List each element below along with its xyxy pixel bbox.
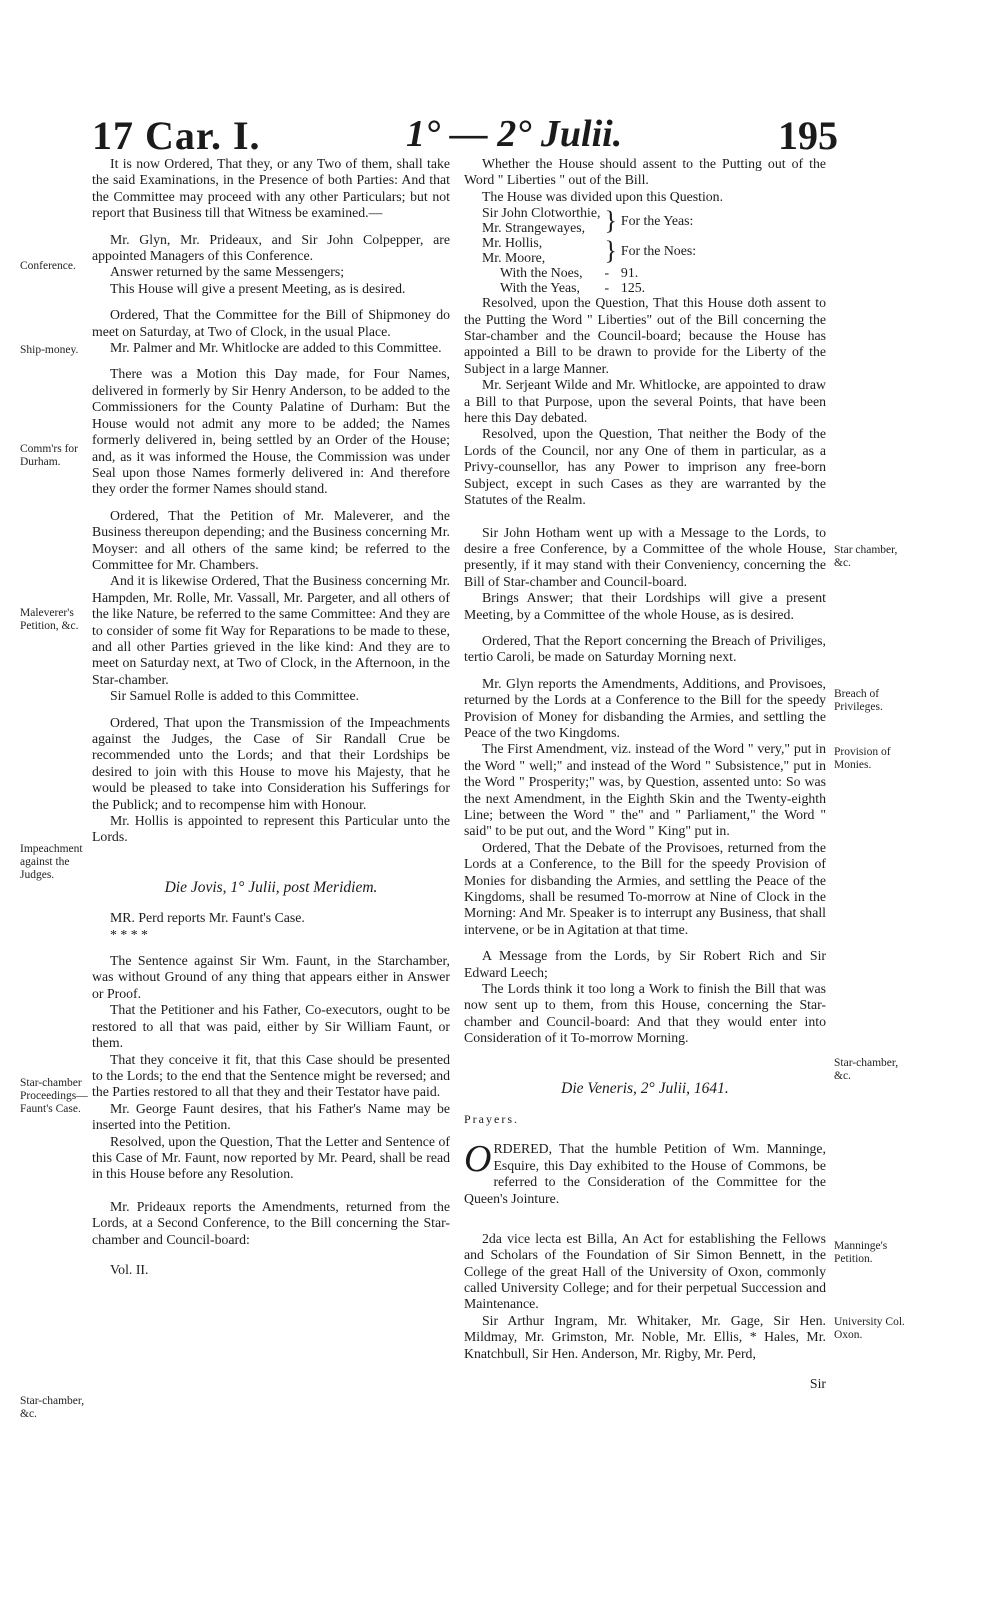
paragraph: Ordered, That the Report concerning the Breach of Priviliges, tertio Caroli, be made on Saturday Morning next. [464,632,826,665]
noes-label: For the Noes: [620,242,697,258]
brace-icon: } [604,205,617,235]
paragraph: Resolved, upon the Question, That this House doth assent to the Putting the Word " Liberties" out of the Bill concerning the Star-chamber and the Council-board; because the House has appointed a Bill to be drawn to provide for the Liberty of the Subject in a large Manner. [464,295,826,376]
paragraph: That they conceive it fit, that this Case should be presented to the Lords; to the end that the Sentence might be reversed; and the Parties restored to all that they and their Testator have paid. [92,1051,450,1100]
margin-note: Manninge's Petition. [834,1240,888,1265]
running-head-date: 1° — 2° Julii. [406,113,623,155]
yeas-label: For the Yeas: [620,212,694,228]
paragraph: Sir Samuel Rolle is added to this Committee. [110,688,360,704]
margin-note: Star-chamber, &c. [20,1395,85,1420]
omission-stars: * * * * [110,926,148,942]
paragraph-text: RDERED, That the humble Petition of Wm. Manninge, Esquire, this Day exhibited to the House of Commons, be referred to the Consideration of the Committee for the Queen's Jointure. [464,1141,826,1206]
paragraph: Brings Answer; that their Lordships will give a present Meeting, by a Committee of the whole House, as is desired. [464,590,826,622]
yeas-count: 125. [620,280,646,296]
paragraph: That the Petitioner and his Father, Co-executors, ought to be restored to all that was paid, either by Sir William Faunt, or them. [92,1002,450,1051]
noes-count: 91. [620,265,639,281]
page-number: 195 [778,113,838,158]
paragraph: The Lords think it too long a Work to finish the Bill that was now sent up to them, from this House, concerning the Star-chamber and Council-board: And that they would enter into Consideration of it To-morrow Morning. [464,981,826,1046]
teller-name: Mr. Hollis, [482,235,543,251]
dash: - [604,280,610,296]
noes-row: With the Noes, [500,265,583,281]
dash: - [604,265,610,281]
paragraph: Mr. Glyn reports the Amendments, Additions, and Provisoes, returned by the Lords at a Conference to the Bill for the speedy Provision of Money for disbanding the Armies, and settling the Peace of the two Kingdoms. [464,675,826,740]
margin-note: Ship-money. [20,344,79,356]
paragraph: A Message from the Lords, by Sir Robert Rich and Sir Edward Leech; [464,948,826,980]
brace-icon: } [604,235,617,265]
paragraph: There was a Motion this Day made, for Four Names, delivered in formerly by Sir Henry Anderson, to be added to the Commissioners for the County Palatine of Durham: But the House would not admit any more to be added; the Names formerly delivered in, being settled by an Order of the House; and, as it was informed the House, the Commission was under Seal upon those Names formerly delivered in: And therefore they order the former Names should stand. [92,366,450,497]
paragraph: Whether the House should assent to the Putting out of the Word " Liberties " out of the Bill. [464,156,826,188]
margin-note: Conference. [20,260,76,272]
left-column [92,156,450,1292]
day-heading: Die Jovis, 1° Julii, post Meridiem. [164,878,378,896]
margin-note: University Col. Oxon. [834,1316,905,1341]
paragraph: MR. Perd reports Mr. Faunt's Case. [110,910,305,926]
drop-cap: O [464,1138,492,1181]
paragraph: Resolved, upon the Question, That neither the Body of the Lords of the Council, nor any One of them in particular, as a Privy-counsellor, has any Power to imprison any free-born Subject, except in such Cases as they are warranted by the Statutes of the Realm. [464,426,826,508]
paragraph: This House will give a present Meeting, as is desired. [110,280,406,296]
teller-name: Mr. Strangewayes, [482,220,586,236]
paragraph: Sir Arthur Ingram, Mr. Whitaker, Mr. Gage, Sir Hen. Mildmay, Mr. Grimston, Mr. Noble, Mr. Ellis, * Hales, Mr. Knatchbull, Sir Hen. Anderson, Mr. Rigby, Mr. Perd, [464,1312,826,1361]
paragraph: It is now Ordered, That they, or any Two of them, shall take the said Examinations, in the Presence of both Parties: And that the Committee may proceed with any other Particulars; but not report that Business till that Witness be examined.— [92,156,450,221]
yeas-row: With the Yeas, [500,280,580,296]
volume-signature: Vol. II. [110,1261,149,1277]
margin-note: Comm'rs for Durham. [20,443,78,468]
paragraph: The Sentence against Sir Wm. Faunt, in the Starchamber, was without Ground of any thing that appears either in Answer or Proof. [92,953,450,1001]
right-column [464,156,826,1406]
margin-note: Star-chamber, &c. [834,1057,899,1082]
paragraph: Sir John Hotham went up with a Message to the Lords, to desire a free Conference, by a Committee of the whole House, presently, if it may stand with their Conveniency, concerning the Bill of Star-chamber and Council-board. [464,524,826,589]
margin-note: Provision of Monies. [834,746,891,771]
teller-name: Sir John Clotworthie, [482,205,601,221]
paragraph: Answer returned by the same Messengers; [110,264,345,280]
paragraph: Ordered, That the Debate of the Provisoes, returned from the Lords at a Conference, to the Bill for the speedy Provision of Monies for disbanding the Armies, and settling the Peace of the Kingdoms, shall be resumed To-morrow at Nine of Clock in the Morning: And Mr. Speaker is to interrupt any Business, that shall intervene, or be in Agitation at that time. [464,839,826,937]
paragraph: Ordered, That the Petition of Mr. Maleverer, and the Business thereupon depending; and the Business concerning Mr. Moyser: and all others of the same kind; be referred to the Committee for Mr. Chambers. [92,507,450,572]
paragraph [464,1138,826,1207]
paragraph: Mr. Glyn, Mr. Prideaux, and Sir John Colpepper, are appointed Managers of this Conference. [92,231,450,264]
margin-note: Breach of Privileges. [834,688,883,713]
teller-name: Mr. Moore, [482,250,546,266]
catchword: Sir [809,1375,826,1391]
paragraph: The House was divided upon this Question. [482,188,724,204]
paragraph: The First Amendment, viz. instead of the Word " very," put in the Word " well;" and instead of the Word " Subsistence," put in the Word " Prosperity;" was, by Question, assented unto: So was the next Amendment, in the Eighth Skin and the Twenty-eighth Line; between the Word " the" and " Parliament," the Word " said" to be put out, and the Word " King" put in. [464,741,826,839]
running-head-left: 17 Car. I. [92,113,261,158]
paragraph: Mr. Prideaux reports the Amendments, returned from the Lords, at a Second Conference, to the Bill concerning the Star-chamber and Council-board: [92,1198,450,1247]
margin-note: Maleverer's Petition, &c. [20,607,79,632]
paragraph: Ordered, That the Committee for the Bill of Shipmoney do meet on Saturday, at Two of Clock, in the usual Place. [92,307,450,339]
margin-note: Impeachment against the Judges. [20,843,83,881]
paragraph: Mr. Hollis is appointed to represent this Particular unto the Lords. [92,813,450,845]
day-heading: Die Veneris, 2° Julii, 1641. [561,1079,729,1097]
paragraph: And it is likewise Ordered, That the Business concerning Mr. Hampden, Mr. Rolle, Mr. Vassall, Mr. Pargeter, and all others of the like Nature, be referred to the same Committee: And they are to consider of some fit Way for Reparations to be made to these, and all other Parties grieved in the like kind: And they are to meet on Saturday next, at Two of Clock, in the Afternoon, in the Star-chamber. [92,573,450,687]
paragraph: Mr. Palmer and Mr. Whitlocke are added to this Committee. [110,340,442,356]
margin-note: Star-chamber Proceedings— Faunt's Case. [20,1077,88,1115]
paragraph: Ordered, That upon the Transmission of the Impeachments against the Judges, the Case of Sir Randall Crue be recommended unto the Lords; and that their Lordships be desired to join with this House to move his Majesty, that he would be pleased to take into Consideration his Sufferings for the Publick; and to recompense him with Honour. [92,714,450,812]
paragraph: Resolved, upon the Question, That the Letter and Sentence of this Case of Mr. Faunt, now reported by Mr. Peard, shall be read in this House before any Resolution. [92,1133,450,1182]
paragraph: Mr. George Faunt desires, that his Father's Name may be inserted into the Petition. [92,1100,450,1133]
prayers-heading: Prayers. [464,1112,519,1127]
paragraph: 2da vice lecta est Billa, An Act for establishing the Fellows and Scholars of the Foundation of Sir Simon Bennett, in the College of the great Hall of the University of Oxon, commonly called University College; and for their perpetual Succession and Maintenance. [464,1230,826,1312]
division-table [482,205,700,295]
paragraph: Mr. Serjeant Wilde and Mr. Whitlocke, are appointed to draw a Bill to that Purpose, upon the several Points, that have been here this Day debated. [464,377,826,426]
margin-note: Star chamber, &c. [834,544,898,569]
